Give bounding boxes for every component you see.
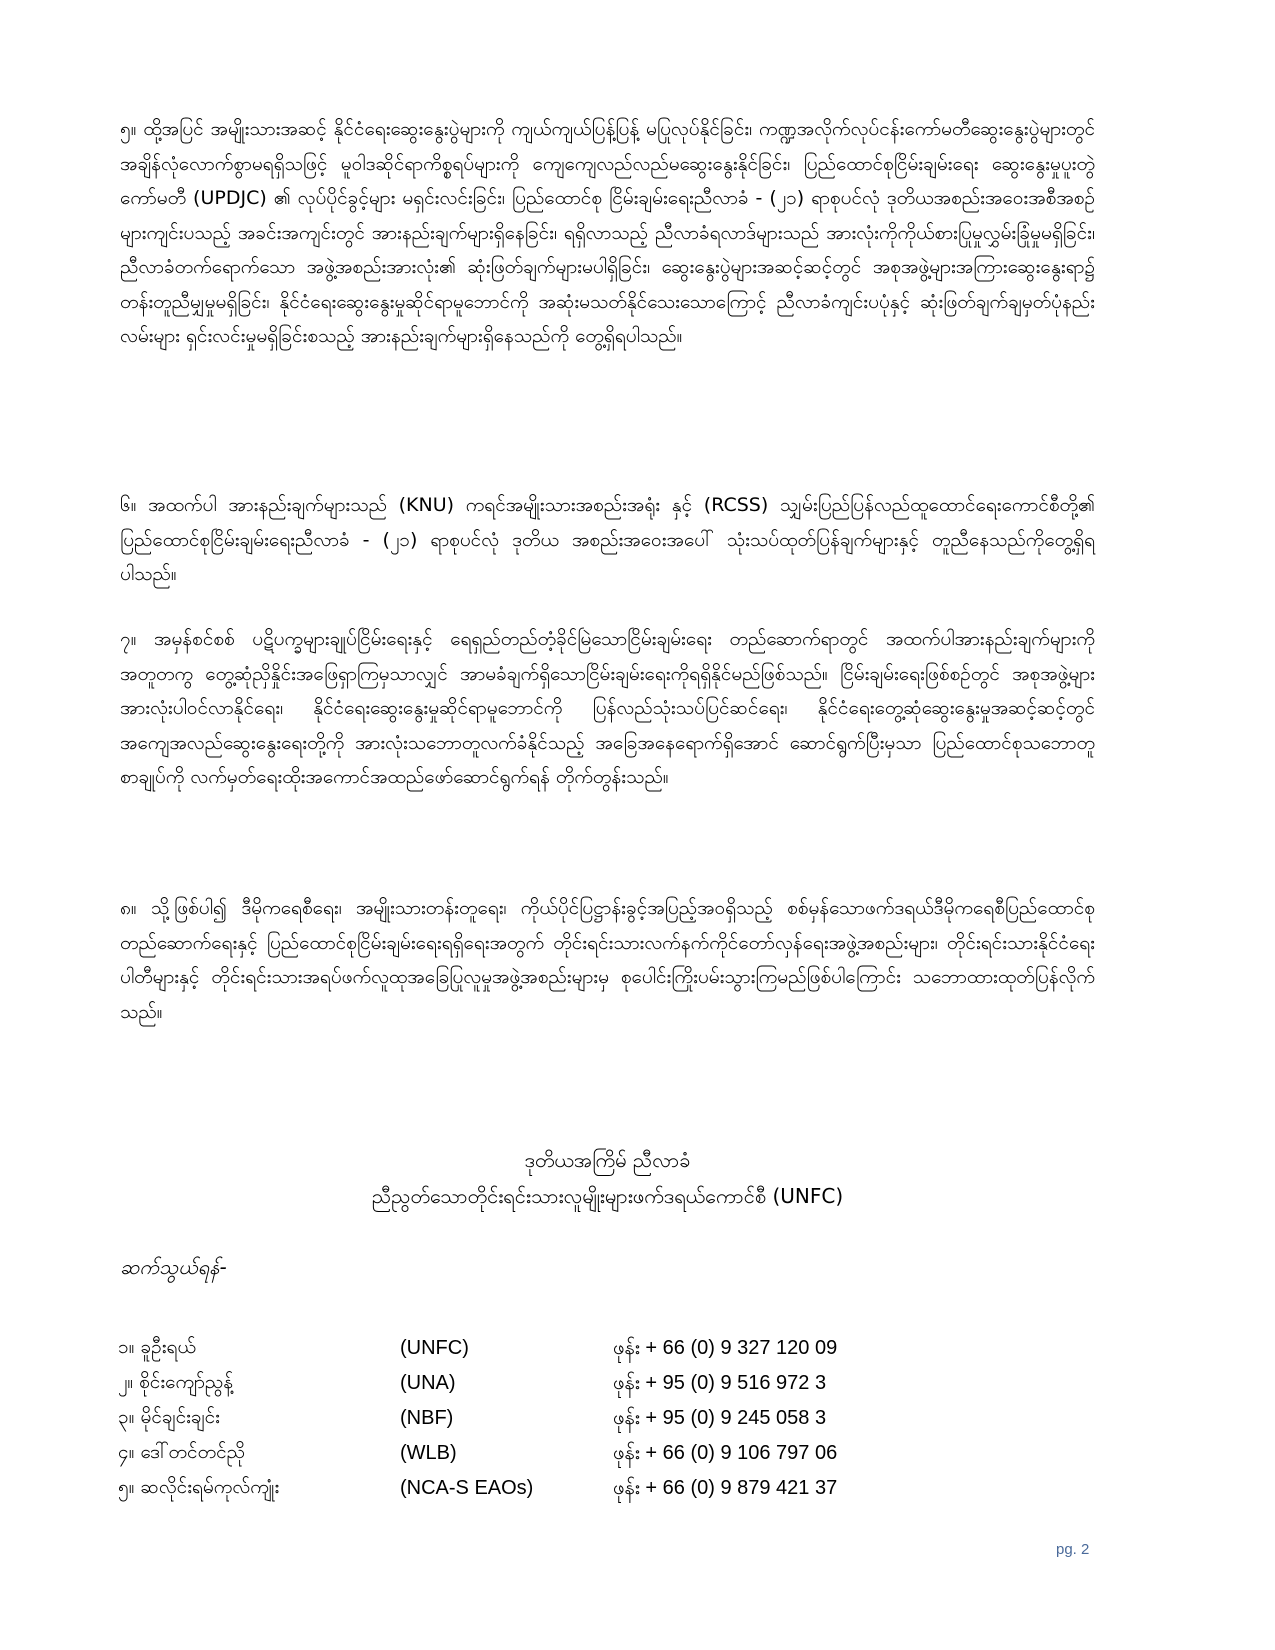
contact-phone: ဖုန်း + 66 (0) 9 879 421 37	[613, 1476, 838, 1499]
paragraph-number: ၈။	[120, 897, 137, 919]
paragraph-text: ထို့အပြင် အမျိုးသားအဆင့် နိုင်ငံရေးဆွေးနွေးပွဲများကို ကျယ်ကျယ်ပြန့်ပြန့် မပြုလုပ်နိုင်ခြင်း၊ ကဏ္ဍအလိုက်လုပ်ငန်းကော်မတီဆွေးနွေးပွဲများတွင် အချိန်လုံလောက်စွာမရရှိသဖြင့် မူဝါဒဆိုင်ရာကိစ္စရပ်များကို ကျေကျေလည်လည်မဆွေးနွေးနိုင်ခြင်း၊ ပြည်ထောင်စုငြိမ်းချမ်းရေး ဆွေးနွေးမှုပူးတွဲကော်မတီ (UPDJC) ၏ လုပ်ပိုင်ခွင့်များ မရှင်းလင်းခြင်း၊ ပြည်ထောင်စု ငြိမ်းချမ်းရေးညီလာခံ - (၂၁) ရာစုပင်လုံ ဒုတိယအစည်းအဝေးအစီအစဉ်များကျင်းပသည့် အခင်းအကျင်းတွင် အားနည်းချက်များရှိနေခြင်း၊ ရရှိလာသည့် ညီလာခံရလာဒ်များသည် အားလုံးကိုကိုယ်စားပြုမှုလွှမ်းခြုံမှုမရှိခြင်း၊ ညီလာခံတက်ရောက်သော အဖွဲ့အစည်းအားလုံး၏ ဆုံးဖြတ်ချက်များမပါရှိခြင်း၊ ဆွေးနွေးပွဲများအဆင့်ဆင့်တွင် အစုအဖွဲ့များအကြားဆွေးနွေးရာ၌ တန်းတူညီမျှမှုမရှိခြင်း၊ နိုင်ငံရေးဆွေးနွေးမှုဆိုင်ရာမူဘောင်ကို အဆုံးမသတ်နိုင်သေးသောကြောင့် ညီလာခံကျင်းပပုံနှင့် ဆုံးဖြတ်ချက်ချမှတ်ပုံနည်းလမ်းများ ရှင်းလင်းမှုမရှိခြင်းစသည့် အားနည်းချက်များရှိနေသည်ကို တွေ့ရှိရပါသည်။	[120, 118, 1096, 347]
signature-conference: ဒုတိယအကြိမ် ညီလာခံ	[524, 1148, 691, 1172]
contact-name: ၁။ ခူဦးရယ်	[118, 1335, 196, 1358]
contact-phone: ဖုန်း + 95 (0) 9 245 058 3	[613, 1406, 827, 1429]
contact-org: (WLB)	[400, 1442, 457, 1464]
contact-phone: ဖုန်း + 66 (0) 9 327 120 09	[613, 1336, 838, 1359]
contact-row	[118, 1436, 918, 1471]
contact-row	[118, 1331, 918, 1366]
contact-org: (UNFC)	[400, 1337, 469, 1359]
contact-name: ၂။ စိုင်းကျော်ညွန့်	[118, 1370, 234, 1393]
contact-phone: ဖုန်း + 66 (0) 9 106 797 06	[613, 1441, 838, 1464]
page-number: pg. 2	[1056, 1541, 1090, 1558]
paragraph-5	[120, 112, 1095, 354]
contact-row	[118, 1401, 918, 1436]
paragraph-number: ၅။	[120, 118, 137, 140]
contact-name: ၃။ မိုင်ချင်းချင်း	[118, 1405, 220, 1428]
contact-list	[118, 1331, 918, 1506]
contact-phone: ဖုန်း + 95 (0) 9 516 972 3	[613, 1371, 827, 1394]
contact-org: (UNA)	[400, 1372, 456, 1394]
paragraph-text: သို့ဖြစ်ပါ၍ ဒီမိုကရေစီရေး၊ အမျိုးသားတန်းတူရေး၊ ကိုယ်ပိုင်ပြဋ္ဌာန်းခွင့်အပြည့်အဝရှိသည့် စစ်မှန်သောဖက်ဒရယ်ဒီမိုကရေစီပြည်ထောင်စုတည်ဆောက်ရေးနှင့် ပြည်ထောင်စုငြိမ်းချမ်းရေးရရှိရေးအတွက် တိုင်းရင်းသားလက်နက်ကိုင်တော်လှန်ရေးအဖွဲ့အစည်းများ၊ တိုင်းရင်းသားနိုင်ငံရေးပါတီများနှင့် တိုင်းရင်းသားအရပ်ဖက်လူထုအခြေပြုလူမှုအဖွဲ့အစည်းများမှ စုပေါင်းကြိုးပမ်းသွားကြမည်ဖြစ်ပါကြောင်း သဘောထားထုတ်ပြန်လိုက်သည်။	[120, 897, 1095, 1023]
signature-organization: ညီညွတ်သောတိုင်းရင်းသားလူမျိုးများဖက်ဒရယ်ကောင်စီ (UNFC)	[371, 1184, 844, 1208]
contact-row	[118, 1366, 918, 1401]
contact-row	[118, 1471, 918, 1506]
paragraph-number: ၆။	[120, 494, 137, 516]
paragraph-7	[120, 622, 1095, 795]
paragraph-number: ၇။	[120, 628, 137, 650]
contact-name: ၄။ ဒေါ်တင်တင်ညို	[118, 1440, 245, 1463]
contact-name: ၅။ ဆလိုင်းရမ်ကုလ်ကျုံး	[118, 1475, 280, 1498]
paragraph-text: အမှန်စင်စစ် ပဋိပက္ခများချုပ်ငြိမ်းရေးနှင့် ရေရှည်တည်တံ့ခိုင်မြဲသောငြိမ်းချမ်းရေး တည်ဆောက်ရာတွင် အထက်ပါအားနည်းချက်များကိုအတူတကွ တွေ့ဆုံညှိနှိုင်းအဖြေရှာကြမှသာလျှင် အာမခံချက်ရှိသောငြိမ်းချမ်းရေးကိုရရှိနိုင်မည်ဖြစ်သည်။ ငြိမ်းချမ်းရေးဖြစ်စဉ်တွင် အစုအဖွဲ့များအားလုံးပါဝင်လာနိုင်ရေး၊ နိုင်ငံရေးဆွေးနွေးမှုဆိုင်ရာမူဘောင်ကို ပြန်လည်သုံးသပ်ပြင်ဆင်ရေး၊ နိုင်ငံရေးတွေ့ဆုံဆွေးနွေးမှုအဆင့်ဆင့်တွင် အကျေအလည်ဆွေးနွေးရေးတို့ကို အားလုံးသဘောတူလက်ခံနိုင်သည့် အခြေအနေရောက်ရှိအောင် ဆောင်ရွက်ပြီးမှသာ ပြည်ထောင်စုသဘောတူစာချုပ်ကို လက်မှတ်ရေးထိုးအကောင်အထည်ဖော်ဆောင်ရွက်ရန် တိုက်တွန်းသည်။	[120, 628, 1095, 788]
contact-org: (NCA-S EAOs)	[400, 1477, 534, 1499]
paragraph-6	[120, 488, 1095, 592]
paragraph-8	[120, 891, 1095, 1029]
contact-heading: ဆက်သွယ်ရန်-	[120, 1255, 227, 1279]
contact-org: (NBF)	[400, 1407, 454, 1429]
paragraph-text: အထက်ပါ အားနည်းချက်များသည် (KNU) ကရင်အမျိုးသားအစည်းအရုံး နှင့် (RCSS) သျှမ်းပြည်ပြန်လည်ထူထောင်ရေးကောင်စီတို့၏ ပြည်ထောင်စုငြိမ်းချမ်းရေးညီလာခံ - (၂၁) ရာစုပင်လုံ ဒုတိယ အစည်းအဝေးအပေါ် သုံးသပ်ထုတ်ပြန်ချက်များနှင့် တူညီနေသည်ကိုတွေ့ရှိရပါသည်။	[120, 494, 1095, 585]
